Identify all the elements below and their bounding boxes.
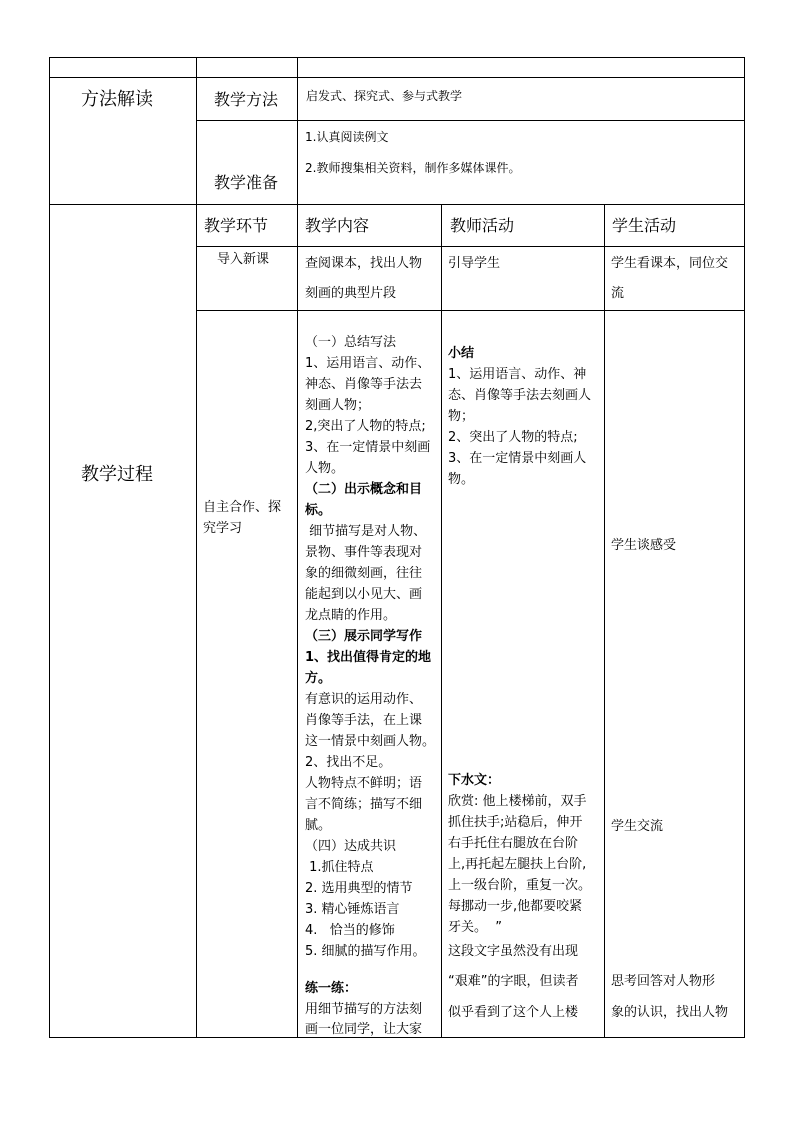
content-line: 这一情景中刻画人物。 [305,734,436,749]
comment-line: 似乎看到了这个人上楼 [448,1005,579,1020]
column-header: 教学内容 [305,216,370,235]
table-rule [196,310,745,311]
model-passage-line: 抓住扶手;站稳后，伸开 [448,815,583,830]
content-subheading: 方。 [305,671,332,686]
model-passage-line: 右手托住右腿放在台阶 [448,836,579,851]
content-line: 象的细微刻画，往往 [305,566,423,581]
content-line: 1、运用语言、动作、 [305,356,431,371]
row1-student-line: 学生看课本，同位交 [611,256,729,271]
content-line: 人物特点不鲜明；语 [305,776,423,791]
table-rule [196,120,745,121]
content-line: 言不简练；描写不细 [305,797,423,812]
consensus-item: 4. 恰当的修饰 [305,923,395,938]
content-heading-3: （三）展示同学写作 [305,629,423,644]
content-subheading: 1、找出值得肯定的地 [305,650,432,665]
column-header: 教师活动 [450,216,515,235]
process-section-label: 教学过程 [81,464,153,485]
consensus-item: 1.抓住特点 [305,860,374,875]
content-line: 细节描写是对人物、 [305,524,427,539]
column-header: 教学环节 [204,216,269,235]
table-rule [604,204,605,1038]
row2-stage-line: 自主合作、探 [203,500,282,515]
table-border-right [744,57,745,1038]
model-passage-line: 上,再托起左腿扶上台阶, [448,857,587,872]
prep-item: 1.认真阅读例文 [305,130,389,144]
table-rule [441,204,442,1038]
table-rule [196,57,197,1038]
practice-line: 画一位同学，让大家 [305,1022,423,1037]
comment-line: 这段文字虽然没有出现 [448,944,579,959]
consensus-item: 3. 精心锤炼语言 [305,902,400,917]
model-passage-line: 欣赏: 他上楼梯前，双手 [448,794,587,809]
table-rule [49,77,745,78]
row1-student-line: 流 [611,286,625,301]
row1-content-line: 刻画的典型片段 [305,286,397,301]
row2-stage-line: 究学习 [203,521,243,536]
content-line: 2,突出了人物的特点; [305,419,426,434]
summary-line: 态、肖像等手法去刻画人 [448,388,592,403]
table-rule [196,246,745,247]
row1-content-line: 查阅课本，找出人物 [305,256,423,271]
content-heading-4: （四）达成共识 [305,839,397,854]
content-line: 2、找出不足。 [305,755,392,770]
student-activity: 象的认识，找出人物 [611,1005,729,1020]
content-heading-1: （一）总结写法 [305,335,397,350]
content-line: 神态、肖像等手法去 [305,377,423,392]
table-rule [49,204,745,205]
content-line: 肖像等手法，在上课 [305,713,423,728]
content-line: 景物、事件等表现对 [305,545,423,560]
model-passage-line: 牙关。 ” [448,920,502,935]
content-line: 龙点睛的作用。 [305,608,397,623]
summary-title: 小结 [448,346,475,361]
summary-line: 物。 [448,472,475,487]
content-line: 有意识的运用动作、 [305,692,423,707]
summary-line: 物； [448,409,475,424]
content-line: 能起到以小见大、画 [305,587,423,602]
practice-line: 用细节描写的方法刻 [305,1002,423,1017]
content-line: 刻画人物； [305,398,371,413]
summary-line: 2、突出了人物的特点; [448,430,578,445]
model-passage-line: 每挪动一步,他都要咬紧 [448,899,583,914]
practice-title: 练一练： [305,981,358,996]
table-border-left [49,57,50,1038]
teaching-methods-label: 教学方法 [214,90,279,109]
content-line: 腻。 [305,818,332,833]
column-header: 学生活动 [612,216,677,235]
table-border-top [49,57,745,58]
student-activity: 学生交流 [611,819,664,834]
content-heading-2: （二）出示概念和目 [305,482,423,497]
row1-teacher: 引导学生 [448,256,501,271]
row1-stage: 导入新课 [217,252,270,267]
teaching-methods-value: 启发式、探究式、参与式教学 [306,89,463,103]
student-activity: 思考回答对人物形 [611,974,716,989]
table-rule [297,57,298,1038]
summary-line: 3、在一定情景中刻画人 [448,451,587,466]
content-line: 人物。 [305,461,345,476]
teaching-prep-label: 教学准备 [214,173,279,192]
student-activity: 学生谈感受 [611,538,677,553]
summary-line: 1、运用语言、动作、神 [448,367,587,382]
model-passage-line: 上一级台阶，重复一次。 [448,878,592,893]
consensus-item: 5. 细腻的描写作用。 [305,944,426,959]
prep-item: 2.教师搜集相关资料，制作多媒体课件。 [305,161,521,175]
content-heading-2: 标。 [305,503,332,518]
method-section-label: 方法解读 [81,89,153,110]
content-line: 3、在一定情景中刻画 [305,440,431,455]
consensus-item: 2. 选用典型的情节 [305,881,413,896]
model-passage-title: 下水文： [448,773,501,788]
comment-line: “艰难”的字眼，但读者 [448,974,579,989]
